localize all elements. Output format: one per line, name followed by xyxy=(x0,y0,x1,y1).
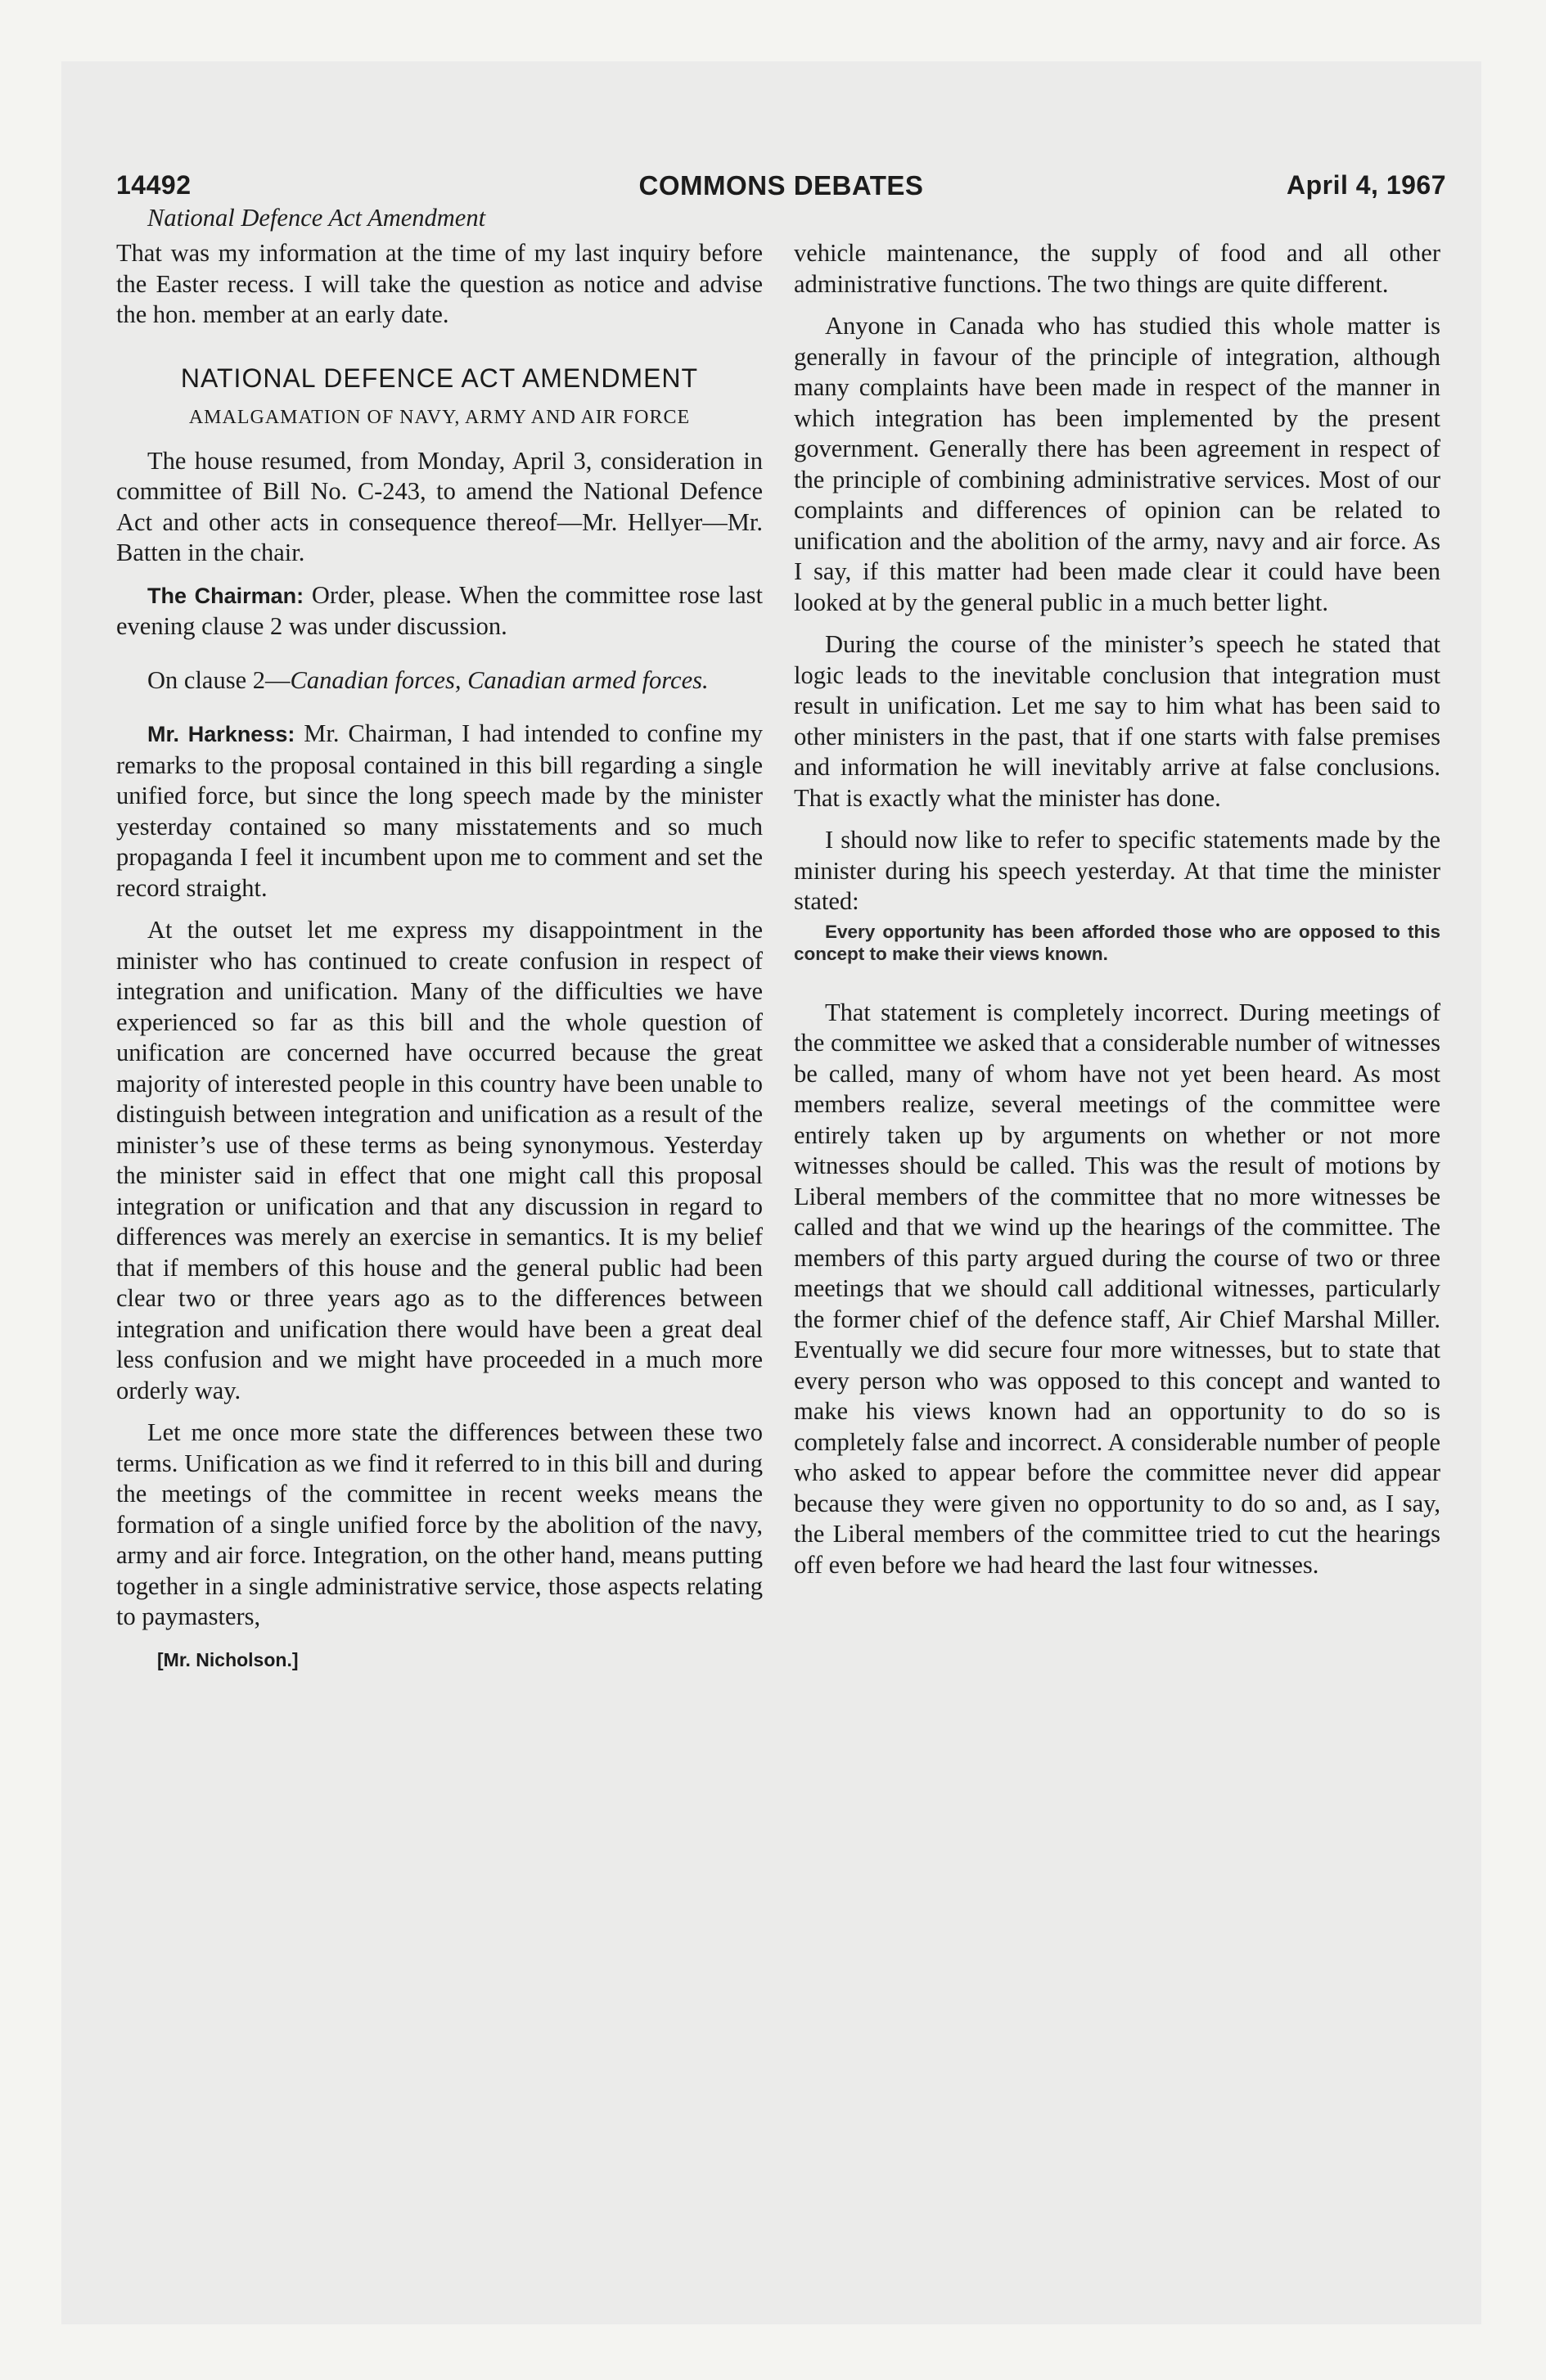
paragraph: That was my information at the time of my last inquiry before the Easter recess. I will take the question as notice and advise the hon. member at an early date. xyxy=(116,239,763,328)
statement-text: Mr. Chairman, I had intended to confine my remarks to the proposal contained in this bill regarding a single unified force, but since the long speech made by the minister yesterday contained so many misstatements and so much propaganda I feel it incumbent upon me to comment and set the record straight. xyxy=(116,719,763,902)
harkness-statement xyxy=(116,719,763,904)
clause-prefix: On clause 2— xyxy=(147,665,291,694)
quote-text: Every opportunity has been afforded those who are opposed to this concept to make their views known. xyxy=(794,921,1440,964)
page-header xyxy=(116,170,1446,203)
chairman-statement xyxy=(116,580,763,642)
publication-title: COMMONS DEBATES xyxy=(638,170,924,201)
paragraph: vehicle maintenance, the supply of food and all other administrative functions. The two things are quite different. xyxy=(794,239,1440,298)
paragraph: The house resumed, from Monday, April 3, consideration in committee of Bill No. C-243, to amend the National Defence Act and other acts in consequence thereof—Mr. Hellyer—Mr. Batten in the chair. xyxy=(116,446,763,566)
section-subtitle: AMALGAMATION OF NAVY, ARMY AND AIR FORCE xyxy=(188,406,691,428)
hansard-page xyxy=(116,170,1446,2265)
page-number: 14492 xyxy=(116,170,192,200)
paragraph: Anyone in Canada who has studied this whole matter is generally in favour of the principle of integration, although many complaints have been made in respect of the manner in which integration has been implemented by the present government. Generally there has been agreement in respect of the principle of combining administrative services. Most of our complaints and differences of opinion can be related to unification and the abolition of the army, navy and air force. As I say, if this matter had been made clear it could have been looked at by the general public in a much better light. xyxy=(794,312,1440,616)
paragraph: Let me once more state the differences between these two terms. Unification as we find it referred to in this bill and during the meetings of the committee in recent weeks means the formation of a single unified force by the abolition of the navy, army and air force. Integration, on the other hand, means putting together in a single administrative service, those aspects relating to paymasters, xyxy=(116,1418,763,1630)
paragraph: I should now like to refer to specific statements made by the minister during his speech yesterday. At that time the minister stated: xyxy=(794,826,1440,915)
column-spacer xyxy=(794,203,1440,238)
clause-heading xyxy=(116,665,763,696)
statement-text: Order, please. When the committee rose last evening clause 2 was under discussion. xyxy=(116,580,764,640)
block-quote xyxy=(794,921,1440,965)
paragraph: During the course of the minister’s speech he stated that logic leads to the inevitable conclusion that integration must result in unification. Let me say to him what has been said to other ministers in the past, that if one starts with false premises and information he will inevitably arrive at false conclusions. That is exactly what the minister has done. xyxy=(794,630,1440,812)
clause-title: Canadian forces, Canadian armed forces. xyxy=(290,665,709,694)
speaker-name: Mr. Harkness: xyxy=(147,722,295,746)
paragraph: At the outset let me express my disappointment in the minister who has continued to create confusion in respect of integration and unification. Many of the difficulties we have experienced so far as this bill and the whole question of unification are concerned have occurred because the great majority of interested people in this country have been unable to distinguish between integration and unification as a result of the minister’s use of these terms as being synonymous. Yesterday the minister said in effect that one might call this proposal integration or unification and that any discussion in regard to differences was merely an exercise in semantics. It is my belief that if members of this house and the general public had been clear two or three years ago as to the differences between integration and unification there would have been a great deal less confusion and we might have proceeded in a much more orderly way. xyxy=(116,916,763,1404)
speaker-attribution: [Mr. Nicholson.] xyxy=(157,1648,299,1670)
page-date: April 4, 1967 xyxy=(1286,170,1446,200)
right-column xyxy=(794,203,1440,1580)
running-head: National Defence Act Amendment xyxy=(147,204,486,232)
left-column xyxy=(116,203,763,1671)
speaker-name: The Chairman: xyxy=(147,583,304,608)
section-title: NATIONAL DEFENCE ACT AMENDMENT xyxy=(180,363,699,393)
paragraph: That statement is completely incorrect. During meetings of the committee we asked that a considerable number of witnesses be called, many of whom have not yet been heard. As most members realize, several meetings of the committee were entirely taken up by arguments on whether or not more witnesses should be called. This was the result of motions by Liberal members of the committee that no more witnesses be called and that we wind up the hearings of the committee. The members of this party argued during the course of two or three meetings that we should call additional witnesses, particularly the former chief of the defence staff, Air Chief Marshal Miller. Eventually we did secure four more witnesses, but to state that every person who was opposed to this concept and wanted to make his views known had an opportunity to do so is completely false and incorrect. A considerable number of people who asked to appear before the committee never did appear because they were given no opportunity to do so and, as I say, the Liberal members of the committee tried to cut the hearings off even before we had heard the last four witnesses. xyxy=(794,998,1440,1579)
